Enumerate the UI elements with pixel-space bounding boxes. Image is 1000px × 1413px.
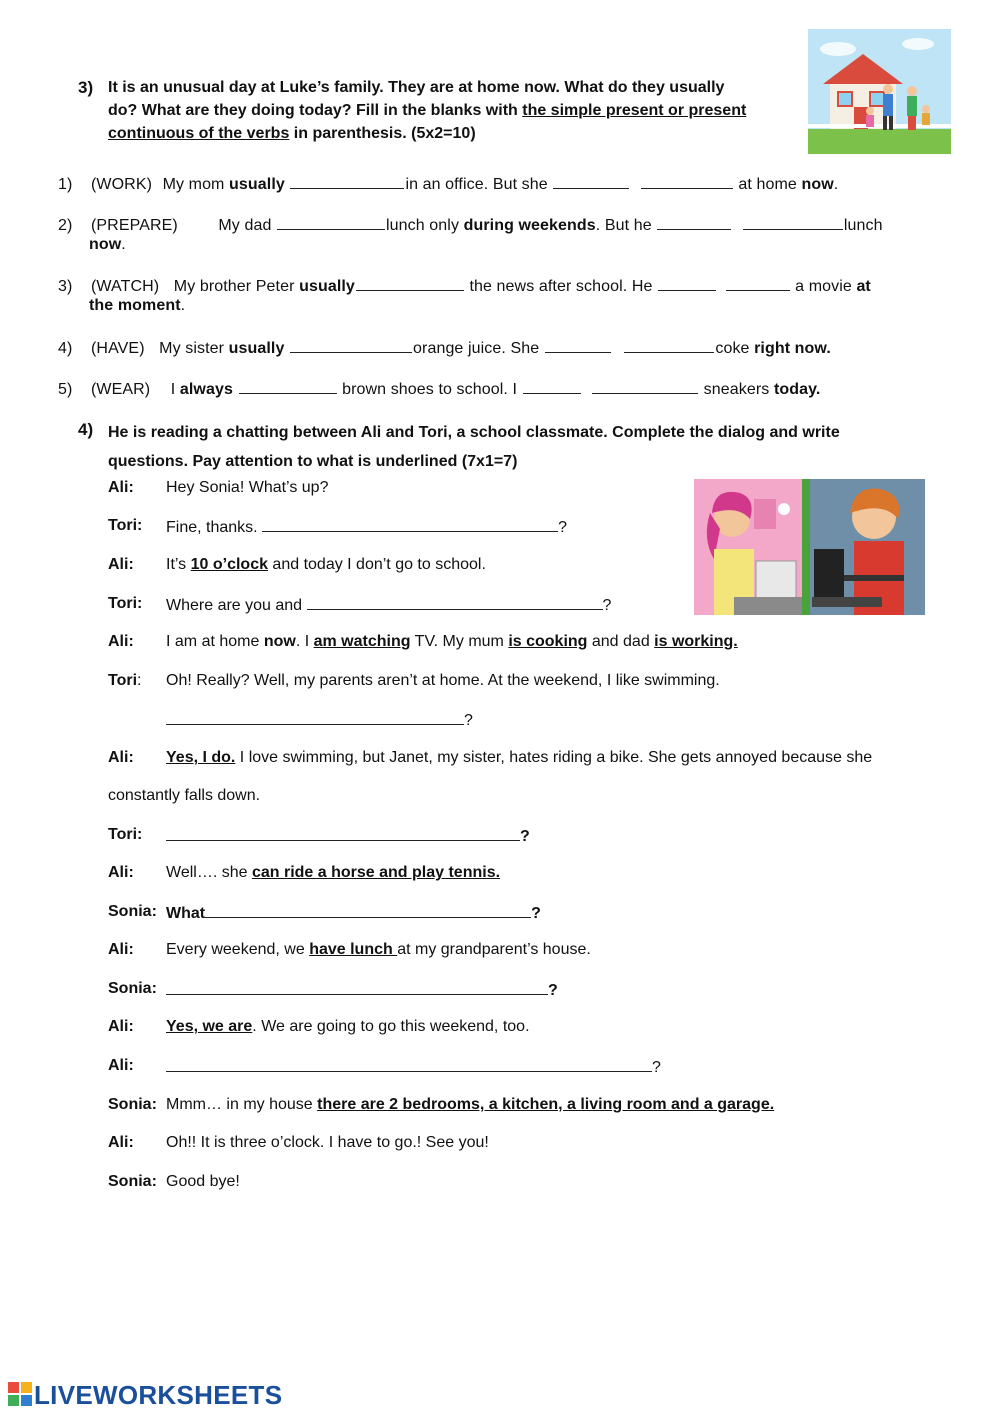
item-text: My sister	[159, 340, 229, 357]
dialog-line	[166, 864, 500, 882]
question-mark: ?	[531, 905, 541, 922]
speaker-colon: :	[137, 672, 142, 689]
question-mark: ?	[652, 1059, 661, 1076]
dialog-underlined: can ride a horse and play tennis.	[251, 864, 501, 881]
dialog-underlined: am watching	[313, 633, 411, 650]
item-text: My brother Peter	[173, 278, 300, 295]
dialog-line: constantly falls down.	[108, 787, 261, 804]
dialog-text: Mmm… in my house	[166, 1096, 318, 1113]
speaker-ali: Ali:	[108, 633, 134, 650]
item-text: . But he	[595, 217, 652, 234]
answer-blank[interactable]	[239, 379, 337, 394]
speaker-tori: Tori:	[108, 826, 143, 843]
item-text: I	[170, 381, 180, 398]
dialog-underlined: is working.	[654, 633, 738, 650]
answer-blank[interactable]	[166, 710, 464, 725]
speaker-ali: Ali:	[108, 479, 134, 496]
instr-underlined: the simple present or present	[522, 102, 747, 119]
dialog-text: It’s	[166, 556, 191, 573]
dialog-line	[166, 1057, 661, 1077]
dialog-line	[166, 749, 872, 767]
answer-blank[interactable]	[743, 215, 843, 230]
dialog-text: Fine, thanks.	[166, 519, 258, 536]
dialog-line	[166, 517, 567, 537]
section-4-number: 4)	[78, 420, 94, 439]
instr-line-1: It is an unusual day at Luke’s family. They are at home now. What do they usually	[108, 79, 725, 96]
speaker-sonia: Sonia:	[108, 980, 157, 997]
item-bold: usually	[299, 278, 355, 295]
dialog-text: I am at home	[166, 633, 264, 650]
item-bold: during weekends	[463, 217, 596, 234]
dialog-line: Hey Sonia! What’s up?	[166, 479, 329, 496]
dialog-line: Good bye!	[166, 1173, 240, 1190]
house-family-image	[808, 29, 951, 154]
item-bold: the moment	[89, 297, 181, 314]
dialog-text: and today I don’t go to school.	[267, 556, 486, 573]
dialog-underlined: Yes, we are	[166, 1018, 253, 1035]
speaker-ali: Ali:	[108, 1057, 134, 1074]
dialog-line	[166, 826, 530, 846]
exercise-item-1	[58, 174, 838, 194]
item-text: lunch	[843, 217, 883, 234]
dialog-text: and dad	[587, 633, 655, 650]
exercise-item-3-cont	[89, 297, 185, 315]
item-text: a movie	[795, 278, 857, 295]
liveworksheets-logo-icon	[8, 1382, 32, 1406]
item-bold: usually	[228, 340, 285, 357]
item-text: .	[121, 236, 126, 253]
item-text: lunch only	[386, 217, 464, 234]
dialog-line: Oh!! It is three o’clock. I have to go.! See you!	[166, 1134, 489, 1151]
dialog-line	[166, 556, 486, 574]
item-verb: (WORK)	[90, 176, 153, 193]
dialog-underlined: there are 2 bedrooms, a kitchen, a living room and a garage.	[317, 1096, 775, 1113]
item-text: My mom	[162, 176, 230, 193]
dialog-line	[166, 941, 591, 959]
item-bold: usually	[229, 176, 285, 193]
dialog-line	[166, 710, 473, 730]
answer-blank[interactable]	[166, 826, 520, 841]
answer-blank[interactable]	[262, 517, 558, 532]
dialog-text: I love swimming, but Janet, my sister, hates riding a bike. She gets annoyed because she	[235, 749, 873, 766]
answer-blank[interactable]	[277, 215, 385, 230]
answer-blank[interactable]	[641, 174, 733, 189]
item-bold: at	[856, 278, 871, 295]
speaker-sonia: Sonia:	[108, 903, 157, 920]
item-bold: today.	[773, 381, 821, 398]
answer-blank[interactable]	[592, 379, 698, 394]
dialog-text: Where are you and	[166, 597, 303, 614]
speaker-tori	[108, 672, 141, 690]
answer-blank[interactable]	[624, 338, 714, 353]
instr-underlined: continuous of the verbs	[108, 125, 290, 142]
house-family-icon	[808, 29, 951, 154]
section-3-number: 3)	[78, 78, 94, 97]
dialog-line	[166, 595, 611, 615]
item-text: sneakers	[703, 381, 774, 398]
dialog-underlined: have lunch	[309, 941, 398, 958]
item-bold: now	[801, 176, 834, 193]
exercise-item-5	[58, 379, 820, 399]
dialog-text: . We are going to go this weekend, too.	[252, 1018, 530, 1035]
dialog-text: Well…. she	[166, 864, 252, 881]
item-bold: always	[179, 381, 233, 398]
question-mark: ?	[548, 982, 558, 999]
speaker-ali: Ali:	[108, 749, 134, 766]
answer-blank[interactable]	[166, 1057, 652, 1072]
instr-line-2: questions. Pay attention to what is underlined (7x1=7)	[108, 453, 518, 470]
dialog-line	[166, 1096, 774, 1114]
answer-blank[interactable]	[290, 338, 412, 353]
dialog-line	[166, 633, 738, 651]
dialog-line	[166, 903, 541, 923]
chat-image	[694, 479, 925, 615]
item-text: coke	[715, 340, 755, 357]
speaker-ali: Ali:	[108, 941, 134, 958]
item-number: 2)	[58, 217, 73, 234]
answer-blank[interactable]	[166, 980, 548, 995]
dialog-bold: What	[166, 905, 206, 922]
exercise-item-3	[58, 276, 871, 296]
question-mark: ?	[602, 597, 612, 614]
item-bold: now	[89, 236, 122, 253]
exercise-item-2	[58, 215, 883, 235]
instr-line-2	[108, 99, 746, 122]
exercise-item-4	[58, 338, 831, 358]
section-4-instructions	[108, 418, 840, 476]
question-mark: ?	[558, 519, 567, 536]
item-verb: (PREPARE)	[90, 217, 178, 234]
instr-line-1: He is reading a chatting between Ali and Tori, a school classmate. Complete the dialog and write	[108, 424, 840, 441]
answer-blank[interactable]	[523, 379, 581, 394]
item-verb: (WATCH)	[90, 278, 160, 295]
answer-blank[interactable]	[657, 215, 731, 230]
dialog-line: Oh! Really? Well, my parents aren’t at home. At the weekend, I like swimming.	[166, 672, 720, 689]
item-verb: (WEAR)	[90, 381, 151, 398]
item-text: .	[180, 297, 186, 314]
dialog-underlined: is cooking	[508, 633, 588, 650]
dialog-line	[166, 1018, 530, 1036]
speaker-sonia: Sonia:	[108, 1096, 157, 1113]
speaker-ali: Ali:	[108, 556, 134, 573]
instr-line-3	[108, 122, 746, 145]
question-mark: ?	[464, 712, 473, 729]
answer-blank[interactable]	[290, 174, 404, 189]
item-verb: (HAVE)	[90, 340, 145, 357]
answer-blank[interactable]	[356, 276, 464, 291]
footer-brand: LIVEWORKSHEETS	[34, 1380, 283, 1410]
speaker-ali: Ali:	[108, 1018, 134, 1035]
speaker-sonia: Sonia:	[108, 1173, 157, 1190]
speaker-ali: Ali:	[108, 1134, 134, 1151]
question-mark: ?	[520, 828, 530, 845]
answer-blank[interactable]	[726, 276, 790, 291]
speaker-tori: Tori:	[108, 517, 143, 534]
item-number: 4)	[58, 340, 73, 357]
item-bold: right now.	[754, 340, 831, 357]
answer-blank[interactable]	[205, 903, 531, 918]
item-text: the news after school. He	[469, 278, 653, 295]
dialog-bold: now	[263, 633, 296, 650]
answer-blank[interactable]	[553, 174, 629, 189]
dialog-text: TV. My mum	[410, 633, 509, 650]
dialog-text: Every weekend, we	[166, 941, 310, 958]
item-text: brown shoes to school. I	[342, 381, 518, 398]
item-number: 5)	[58, 381, 73, 398]
dialog-text: at my grandparent’s house.	[397, 941, 591, 958]
dialog-underlined: 10 o’clock	[190, 556, 268, 573]
speaker-tori: Tori:	[108, 595, 143, 612]
answer-blank[interactable]	[658, 276, 716, 291]
answer-blank[interactable]	[307, 595, 603, 610]
kids-computers-icon	[694, 479, 925, 615]
item-text: at home	[738, 176, 802, 193]
dialog-text: . I	[295, 633, 314, 650]
item-text: in an office. But she	[405, 176, 548, 193]
speaker-ali: Ali:	[108, 864, 134, 881]
dialog-line	[166, 980, 558, 1000]
item-number: 3)	[58, 278, 73, 295]
item-number: 1)	[58, 176, 73, 193]
instr-text: in parenthesis. (5x2=10)	[289, 125, 476, 142]
exercise-item-2-cont	[89, 236, 126, 254]
item-text: My dad	[218, 217, 272, 234]
speaker-name: Tori	[108, 672, 138, 689]
answer-blank[interactable]	[545, 338, 611, 353]
instr-text: do? What are they doing today? Fill in the blanks with	[108, 102, 523, 119]
dialog-underlined: Yes, I do.	[166, 749, 236, 766]
item-text: .	[833, 176, 839, 193]
section-3-instructions	[108, 76, 746, 145]
item-text: orange juice. She	[413, 340, 540, 357]
